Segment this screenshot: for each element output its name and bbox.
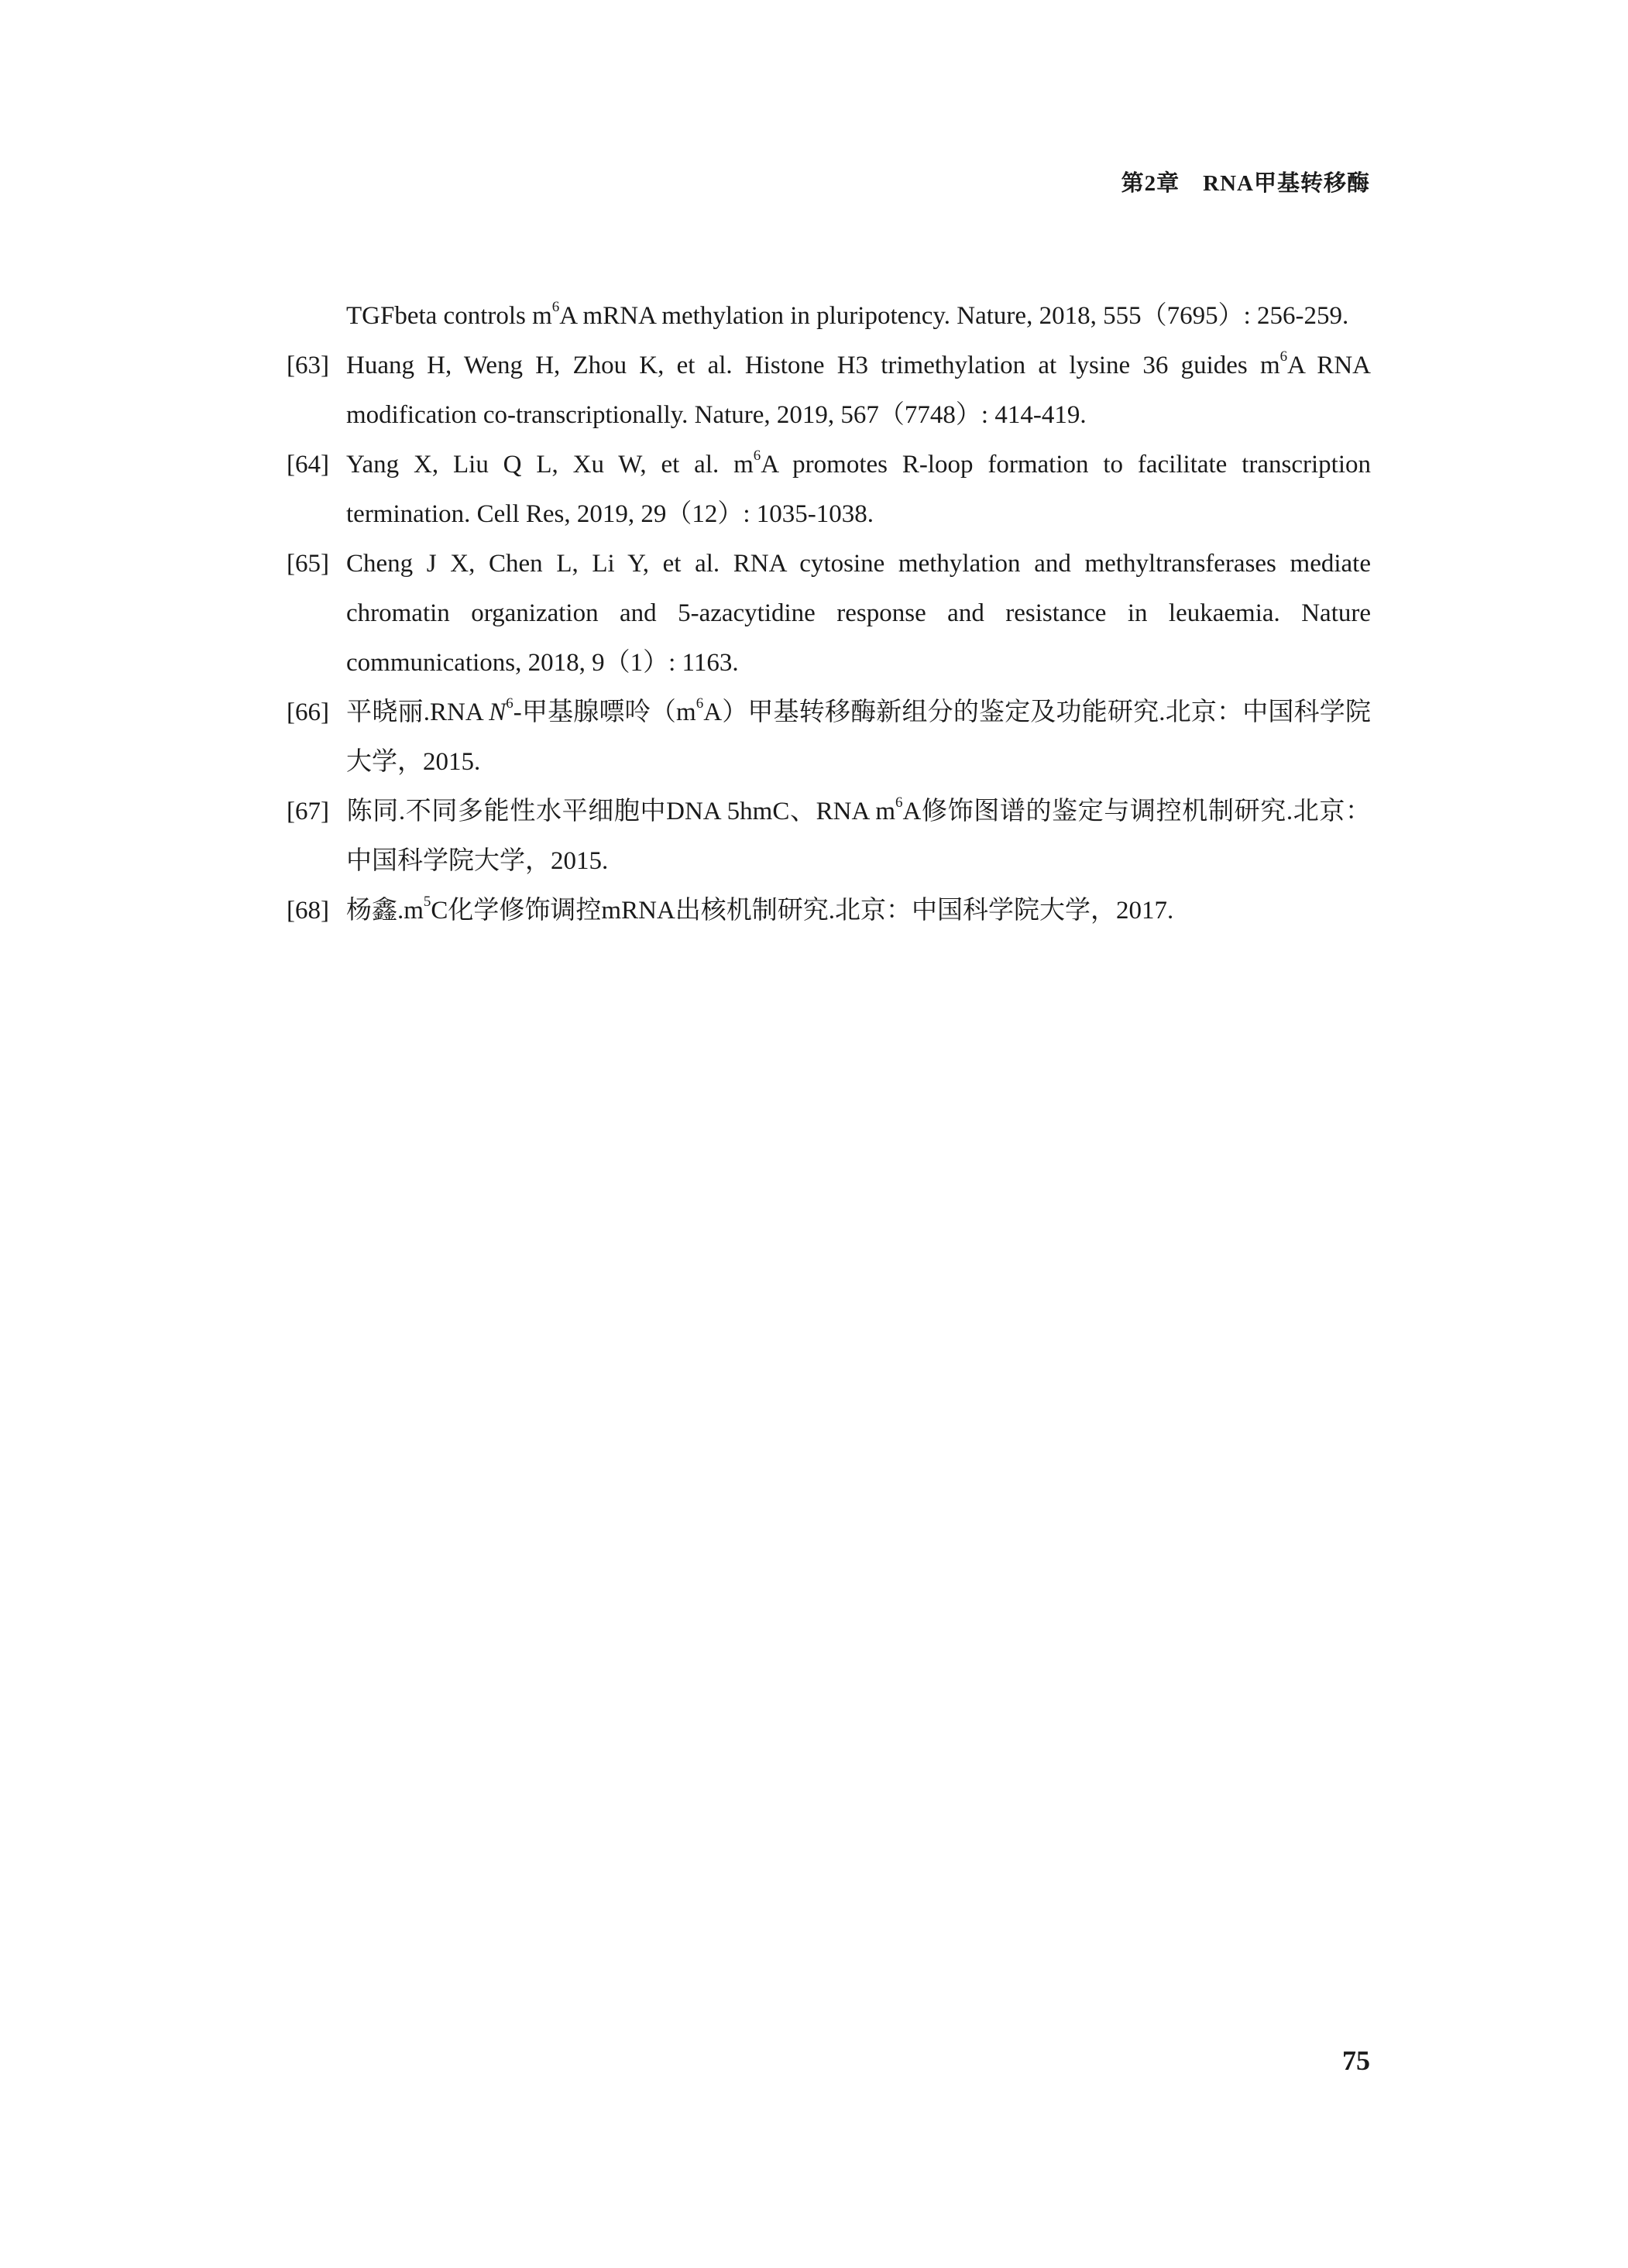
reference-text: A mRNA methylation in pluripotency. Nature, 2018, 555（7695）: 256-259. <box>559 302 1349 330</box>
reference-text: Yang X, Liu Q L, Xu W, et al. m <box>346 451 754 479</box>
page-number: 75 <box>1342 2045 1370 2076</box>
reference-text: 平晓丽.RNA <box>346 698 489 726</box>
ref-67 <box>287 787 1371 886</box>
reference-text: Cheng J X, Chen L, Li Y, et al. RNA cytosine methylation and methyltransferases mediate chromatin organization and 5-azacytidine response and resistance in leukaemia. Nature communications, 2018, 9（1）: 1163. <box>346 550 1371 677</box>
superscript: 6 <box>1279 348 1288 365</box>
superscript: 6 <box>551 298 560 315</box>
ref-63 <box>287 341 1371 440</box>
reference-text: Huang H, Weng H, Zhou K, et al. Histone H3 trimethylation at lysine 36 guides m <box>346 352 1280 379</box>
superscript: 5 <box>423 893 431 910</box>
superscript: 6 <box>895 794 903 811</box>
superscript: 6 <box>506 695 513 712</box>
running-head: 第2章 RNA甲基转移酶 <box>1121 171 1370 196</box>
reference-list <box>287 291 1371 935</box>
reference-text: 陈同.不同多能性水平细胞中DNA 5hmC、RNA m <box>346 798 896 825</box>
reference-text: N <box>489 698 507 726</box>
ref-64 <box>287 440 1371 539</box>
reference-number: [66] <box>287 698 329 726</box>
reference-text: A）甲基转移酶新组分的鉴定及功能研究.北京：中国科学院大学，2015. <box>346 698 1371 776</box>
reference-text: -甲基腺嘌呤（m <box>513 698 696 726</box>
ref-62-cont <box>287 291 1371 341</box>
reference-number: [68] <box>287 897 329 925</box>
reference-number: [67] <box>287 798 329 825</box>
reference-text: C化学修饰调控mRNA出核机制研究.北京：中国科学院大学，2017. <box>431 897 1174 925</box>
ref-68 <box>287 886 1371 935</box>
superscript: 6 <box>696 695 704 712</box>
ref-65 <box>287 539 1371 688</box>
reference-number: [63] <box>287 352 329 379</box>
reference-text: A修饰图谱的鉴定与调控机制研究.北京：中国科学院大学，2015. <box>346 798 1371 875</box>
reference-number: [65] <box>287 550 329 578</box>
ref-66 <box>287 688 1371 787</box>
reference-number: [64] <box>287 451 329 479</box>
reference-text: A promotes R-loop formation to facilitate transcription termination. Cell Res, 2019, 29（12）: 1035-1038. <box>346 451 1371 528</box>
reference-text: 杨鑫.m <box>346 897 424 925</box>
superscript: 6 <box>753 447 761 464</box>
reference-text: A RNA modification co-transcriptionally. Nature, 2019, 567（7748）: 414-419. <box>346 352 1371 429</box>
reference-text: TGFbeta controls m <box>346 302 552 330</box>
